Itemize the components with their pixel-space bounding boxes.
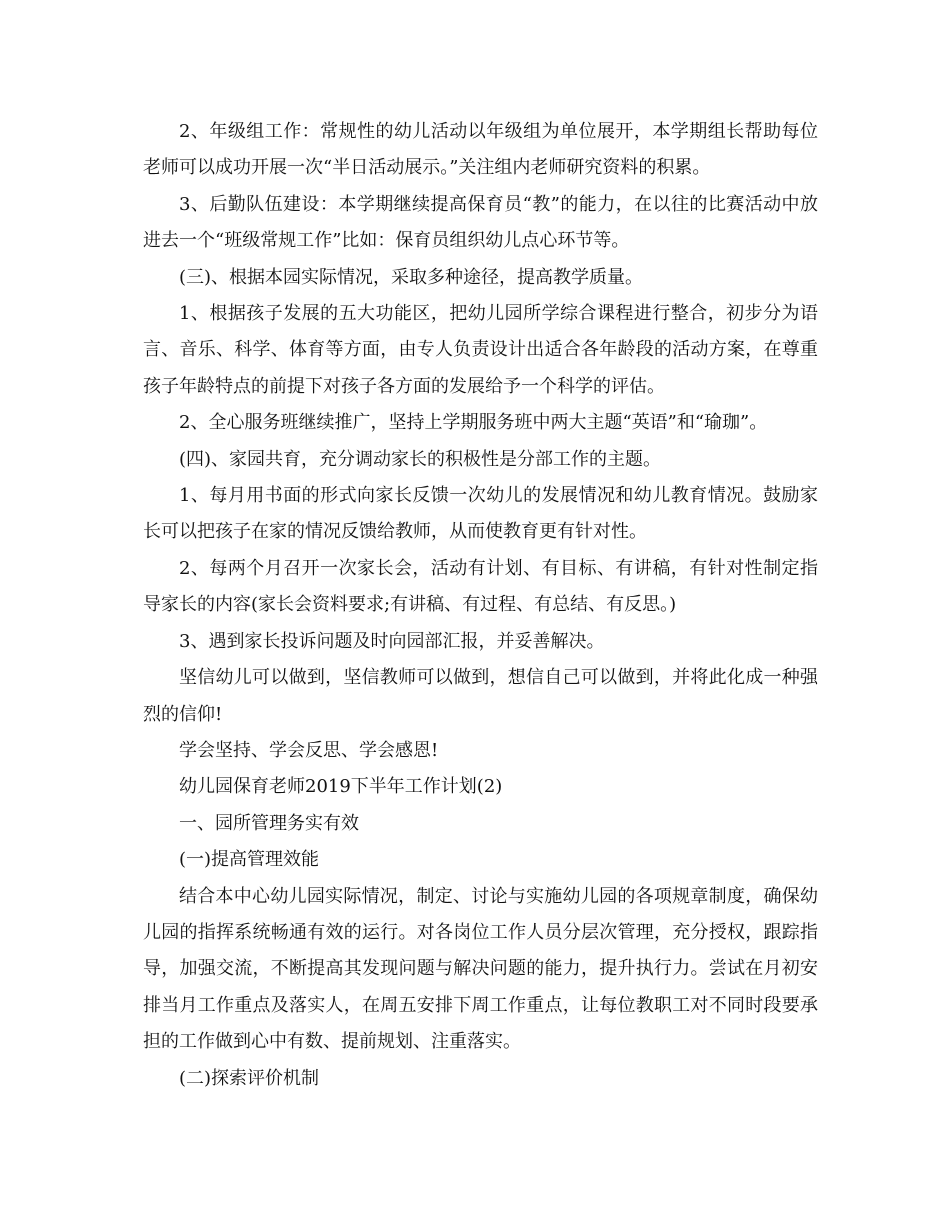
paragraph-management-details: 结合本中心幼儿园实际情况，制定、讨论与实施幼儿园的各项规章制度，确保幼儿园的指挥系统畅通有效的运行。对各岗位工作人员分层次管理，充分授权，跟踪指导，加强交流，不断提高其发现问题与解决问题的能力，提升执行力。尝试在月初安排当月工作重点及落实人，在周五安排下周工作重点，让每位教职工对不同时段要承担的工作做到心中有数、提前规划、注重落实。 [143, 885, 818, 1053]
paragraph-logistics-team: 3、后勤队伍建设：本学期继续提高保育员“教”的能力，在以往的比赛活动中放进去一个“班级常规工作”比如：保育员组织幼儿点心环节等。 [143, 193, 818, 252]
paragraph-belief: 坚信幼儿可以做到，坚信教师可以做到，想信自己可以做到，并将此化成一种强烈的信仰! [143, 667, 818, 725]
paragraph-plan-title: 幼儿园保育老师2019下半年工作计划(2) [179, 776, 503, 798]
paragraph-section-three-heading: (三)、根据本园实际情况，采取多种途径，提高教学质量。 [179, 266, 644, 288]
paragraph-management-heading: 一、园所管理务实有效 [179, 812, 359, 834]
paragraph-grade-group-work: 2、年级组工作：常规性的幼儿活动以年级组为单位展开，本学期组长帮助每位老师可以成功开展一次“半日活动展示。”关注组内老师研究资料的积累。 [143, 121, 818, 179]
paragraph-complaints: 3、遇到家长投诉问题及时向园部汇报，并妥善解决。 [179, 630, 605, 652]
paragraph-section-four-heading: (四)、家园共育，充分调动家长的积极性是分部工作的主题。 [179, 448, 662, 470]
paragraph-efficiency-heading: (一)提高管理效能 [179, 849, 320, 871]
paragraph-evaluation-heading: (二)探索评价机制 [179, 1067, 320, 1089]
paragraph-parent-meeting: 2、每两个月召开一次家长会，活动有计划、有目标、有讲稿，有针对性制定指导家长的内容(家长会资料要求;有讲稿、有过程、有总结、有反思。) [143, 557, 818, 616]
document-body [143, 114, 818, 1097]
paragraph-five-function-areas: 1、根据孩子发展的五大功能区，把幼儿园所学综合课程进行整合，初步分为语言、音乐、科学、体育等方面，由专人负责设计出适合各年龄段的活动方案，在尊重孩子年龄特点的前提下对孩子各方面的发展给予一个科学的评估。 [143, 303, 818, 397]
paragraph-service-class: 2、全心服务班继续推广，坚持上学期服务班中两大主题“英语”和“瑜珈”。 [179, 412, 768, 434]
paragraph-motto: 学会坚持、学会反思、学会感恩! [179, 739, 439, 761]
paragraph-monthly-feedback: 1、每月用书面的形式向家长反馈一次幼儿的发展情况和幼儿教育情况。鼓励家长可以把孩子在家的情况反馈给教师，从而使教育更有针对性。 [143, 485, 818, 543]
